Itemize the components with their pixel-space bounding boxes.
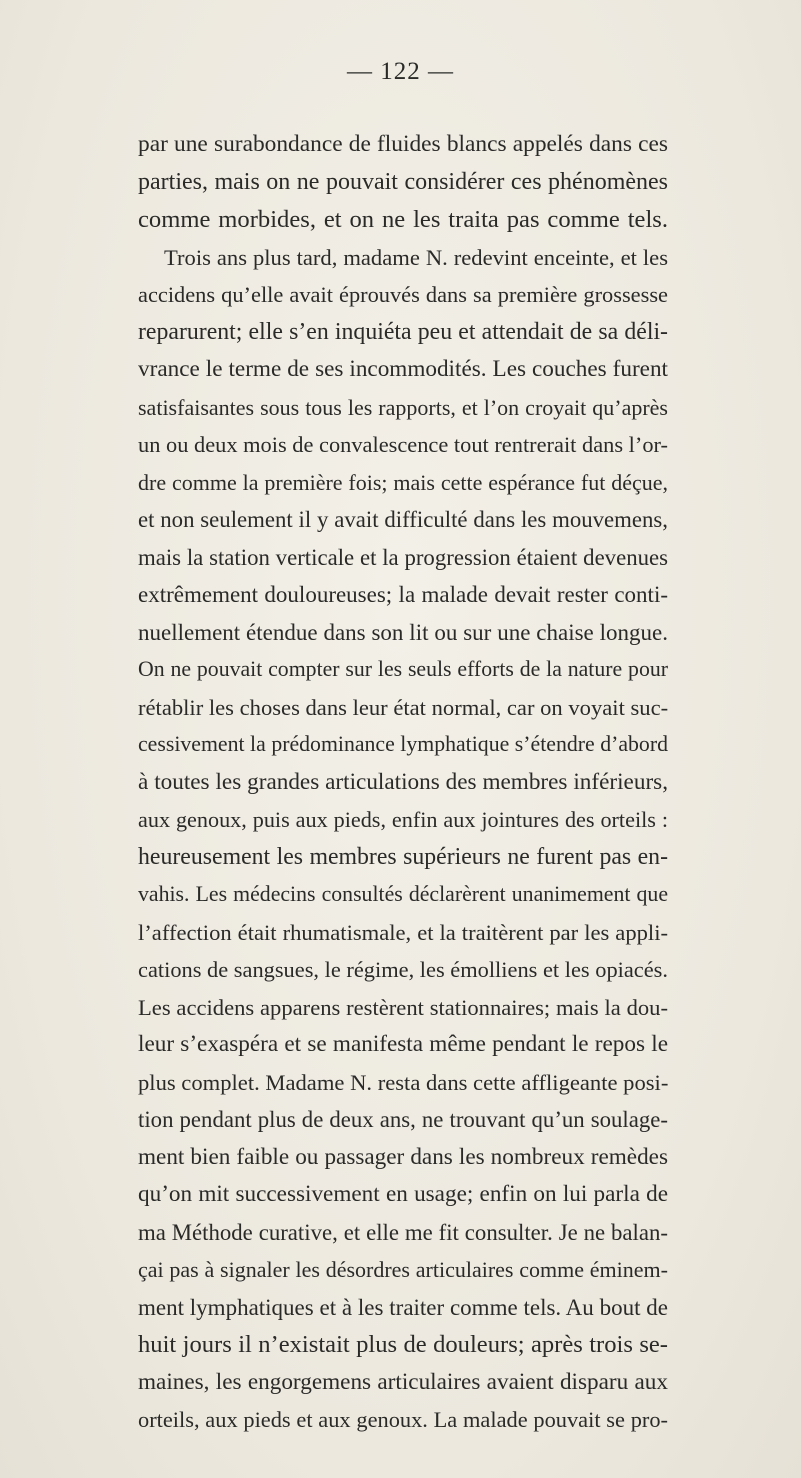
text-line: mais la station verticale et la progression étaient devenues xyxy=(138,544,668,570)
text-line: cessivement la prédominance lymphatique s’étendre d’abord xyxy=(138,732,668,756)
text-line: satisfaisantes sous tous les rapports, et l’on croyait qu’après xyxy=(138,394,668,420)
text-line: reparurent; elle s’en inquiéta peu et attendait de sa déli- xyxy=(138,318,668,345)
text-line: vahis. Les médecins consultés déclarèrent unanimement que xyxy=(138,882,668,906)
text-line: dre comme la première fois; mais cette espérance fut déçue, xyxy=(138,469,668,495)
text-line: tion pendant plus de deux ans, ne trouvant qu’un soulage- xyxy=(138,1107,668,1132)
text-line: qu’on mit successivement en usage; enfin on lui parla de xyxy=(138,1181,668,1207)
text-line: leur s’exaspéra et se manifesta même pendant le repos le xyxy=(138,1031,668,1057)
text-line: comme morbides, et on ne les traita pas comme tels. xyxy=(138,206,668,233)
text-line: ment bien faible ou passager dans les nombreux remèdes xyxy=(138,1143,668,1170)
text-line: vrance le terme de ses incommodités. Les couches furent xyxy=(138,356,668,382)
text-line: un ou deux mois de convalescence tout rentrerait dans l’or- xyxy=(138,432,668,457)
text-line: orteils, aux pieds et aux genoux. La malade pouvait se pro- xyxy=(138,1407,668,1432)
text-line: çai pas à signaler les désordres articulaires comme éminem- xyxy=(138,1257,668,1282)
text-line: On ne pouvait compter sur les seuls efforts de la nature pour xyxy=(138,657,668,681)
text-line: à toutes les grandes articulations des membres inférieurs, xyxy=(138,768,668,795)
text-line: accidens qu’elle avait éprouvés dans sa première grossesse xyxy=(138,282,668,307)
text-line: par une surabondance de fluides blancs appelés dans ces xyxy=(138,131,668,157)
text-line: maines, les engorgemens articulaires avaient disparu aux xyxy=(138,1368,668,1395)
text-line: l’affection était rhumatismale, et la traitèrent par les appli- xyxy=(138,919,668,945)
text-line: rétablir les choses dans leur état normal, car on voyait suc- xyxy=(138,694,669,720)
text-line: extrêmement douloureuses; la malade devait rester conti- xyxy=(138,582,668,607)
body-text xyxy=(138,126,668,1439)
text-line: huit jours il n’existait plus de douleurs; après trois se- xyxy=(138,1331,668,1358)
text-line: parties, mais on ne pouvait considérer ces phénomènes xyxy=(138,168,668,195)
text-line: nuellement étendue dans son lit ou sur une chaise longue. xyxy=(138,619,668,645)
text-line: aux genoux, puis aux pieds, enfin aux jointures des orteils : xyxy=(138,807,668,832)
text-line: cations de sangsues, le régime, les émolliens et les opiacés. xyxy=(138,957,668,982)
text-line: Les accidens apparens restèrent stationnaires; mais la dou- xyxy=(138,994,668,1020)
text-line: Trois ans plus tard, madame N. redevint enceinte, et les xyxy=(164,244,668,270)
text-line: ment lymphatiques et à les traiter comme tels. Au bout de xyxy=(138,1294,668,1320)
text-line: et non seulement il y avait difficulté dans les mouvemens, xyxy=(138,507,668,532)
page-number-header: — 122 — xyxy=(347,58,454,85)
text-line: ma Méthode curative, et elle me fit consulter. Je ne balan- xyxy=(138,1219,668,1245)
text-line: plus complet. Madame N. resta dans cette affligeante posi- xyxy=(138,1069,669,1095)
text-line: heureusement les membres supérieurs ne furent pas en- xyxy=(138,843,668,870)
